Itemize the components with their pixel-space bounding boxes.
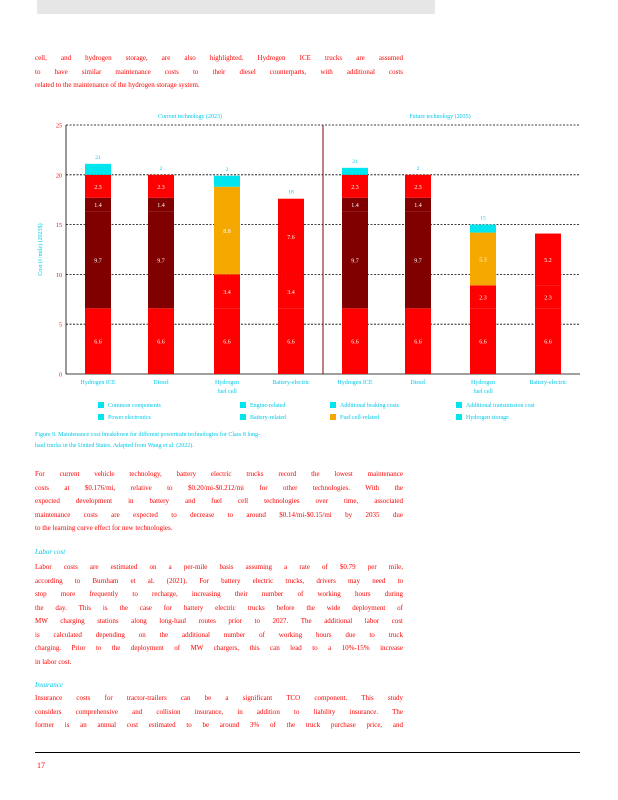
bar-value-label: 2.3 (479, 295, 487, 302)
text-line: costs at $0.176/mi, relative to $0.20/mi-$0.212/mi for other technologies. With the (35, 483, 403, 492)
bar-value-label: 5.3 (479, 257, 487, 264)
caption-line: Figure 9. Maintenance cost breakdown for different powertrain technologies for Class 8 long- (35, 432, 260, 438)
bar-value-label: 6.6 (223, 339, 231, 346)
bar-value-label: 8.8 (223, 229, 231, 236)
y-tick-label: 5 (59, 322, 62, 329)
bar-segment (85, 164, 111, 175)
x-category-label: fuel cell (217, 389, 237, 395)
legend-label: Hydrogen storage (466, 415, 509, 421)
text-line: cell, and hydrogen storage, are also highlighted. Hydrogen ICE trucks are assumed (35, 54, 403, 62)
paragraph-labor-cost (35, 561, 403, 669)
legend-swatch (456, 402, 462, 408)
text-line: expected development in battery and fuel cell technologies over time, associated (35, 497, 403, 505)
legend-swatch (330, 402, 336, 408)
text-line: For current vehicle technology, battery electric trucks record the lowest maintenance (35, 470, 403, 478)
legend-label: Engine-related (250, 403, 286, 409)
x-category-label: Battery-electric (529, 380, 567, 386)
bar-value-label: 6.6 (287, 339, 295, 346)
text-line: former is an annual cost estimated to be around 3% of the truck purchase price, and (35, 721, 403, 729)
bar-value-label: 6.6 (479, 339, 487, 346)
legend-label: Fuel cell-related (340, 415, 380, 421)
bar-total-label: 21 (352, 158, 358, 165)
bar-segment (470, 225, 496, 233)
x-category-label: fuel cell (473, 389, 493, 395)
paragraph-maintenance-summary (35, 468, 403, 536)
panel-title: Current technology (2023) (158, 114, 222, 120)
legend-swatch (98, 402, 104, 408)
legend-label: Battery-related (250, 415, 286, 421)
text-line: to the learning curve effect for new technologies. (35, 524, 173, 532)
legend-swatch (240, 402, 246, 408)
bar-value-label: 9.7 (351, 258, 359, 265)
legend-label: Additional transmission cost (466, 403, 535, 409)
bar-value-label: 6.6 (157, 339, 165, 346)
bar-value-label: 2.3 (157, 184, 165, 191)
bar-total-label: 2 (159, 165, 163, 172)
legend-swatch (98, 414, 104, 420)
bar-value-label: 1.4 (414, 203, 422, 210)
x-category-label: Hydrogen ICE (80, 380, 116, 386)
text-line: related to the maintenance of the hydrogen storage system. (35, 81, 200, 89)
legend-swatch (456, 414, 462, 420)
text-line: to have similar maintenance costs to their diesel counterparts, with additional costs (35, 67, 403, 76)
text-line: in labor cost. (35, 657, 72, 666)
bar-value-label: 6.6 (414, 339, 422, 346)
maintenance-cost-chart (0, 105, 618, 425)
bar-value-label: 3.4 (223, 289, 231, 296)
legend-label: Power electronics (108, 415, 151, 421)
bar-value-label: 9.7 (157, 258, 165, 265)
text-line: according to Burnham et al. (2021). For battery electric trucks, drivers may need to (35, 576, 403, 585)
bar-total-label: 2 (225, 166, 229, 173)
heading-insurance: Insurance (35, 681, 63, 689)
bar-value-label: 2.3 (94, 184, 102, 191)
x-category-label: Battery-electric (272, 380, 310, 386)
y-tick-label: 10 (56, 272, 62, 279)
text-line: is calculated depending on the additional number of working hours due to truck (35, 630, 403, 639)
bar-value-label: 6.6 (544, 339, 552, 346)
text-line: MW charging stations along long-haul routes prior to 2027. The additional labor cost (35, 617, 403, 625)
legend-swatch (330, 414, 336, 420)
legend-label: Additional braking costs (340, 403, 399, 409)
heading-labor-cost: Labor cost (35, 548, 66, 556)
bar-total-label: 2 (416, 165, 420, 172)
bar-value-label: 5.2 (544, 257, 552, 264)
bar-total-label: 15 (480, 215, 486, 222)
bar-value-label: 6.6 (351, 339, 359, 346)
bar-value-label: 6.6 (94, 339, 102, 346)
text-line: Labor costs are estimated on a per-mile basis assuming a rate of $0.79 per mile, (35, 563, 403, 571)
text-line: considers comprehensive and collision insurance, in addition to liability insurance. The (35, 707, 403, 716)
x-category-label: Hydrogen (471, 380, 495, 386)
header-bar (37, 0, 435, 14)
y-tick-label: 0 (59, 372, 62, 379)
caption-line: haul trucks in the United States. Adapted from Wang et al. (2022). (35, 443, 194, 449)
page-number: 17 (37, 761, 45, 770)
y-tick-label: 25 (56, 123, 62, 130)
figure-caption (35, 430, 405, 452)
text-line: maintenance costs are expected to decrease to around $0.14/mi-$0.15/mi by 2035 due (35, 510, 403, 519)
bar-value-label: 2.3 (414, 184, 422, 191)
paragraph-insurance (35, 692, 403, 733)
text-line: stop more frequently to recharge, increasing their number of working hours during (35, 590, 403, 598)
y-tick-label: 20 (56, 173, 62, 180)
bar-value-label: 7.6 (287, 235, 295, 242)
panel-title: Future technology (2035) (409, 114, 471, 120)
bar-value-label: 9.7 (414, 258, 422, 265)
bar-value-label: 2.3 (351, 184, 359, 191)
bar-segment (342, 168, 368, 175)
bar-total-label: 18 (288, 189, 294, 196)
x-category-label: Hydrogen (215, 380, 239, 386)
x-category-label: Diesel (410, 380, 426, 386)
x-category-label: Diesel (153, 380, 169, 386)
bar-value-label: 9.7 (94, 258, 102, 265)
bar-total-label: 21 (95, 154, 101, 161)
bar-value-label: 3.4 (287, 289, 295, 296)
footer-divider (35, 752, 580, 753)
legend-swatch (240, 414, 246, 420)
text-line: Insurance costs for tractor-trailers can be a significant TCO component. This study (35, 694, 403, 702)
legend-label: Common components (108, 403, 161, 409)
bar-value-label: 1.4 (351, 203, 359, 210)
x-category-label: Hydrogen ICE (337, 380, 373, 386)
bar-segment (214, 176, 240, 187)
y-axis-label: Cost (¢/mile) (2023$) (38, 223, 44, 276)
text-line: charging. Prior to the deployment of MW chargers, this can lead to a 10%-15% increase (35, 644, 403, 652)
intro-paragraph (35, 52, 403, 93)
bar-value-label: 1.4 (94, 203, 102, 210)
bar-value-label: 2.3 (544, 295, 552, 302)
y-tick-label: 15 (56, 223, 62, 230)
bar-value-label: 1.4 (157, 203, 165, 210)
text-line: the day. This is the case for battery electric trucks before the wide deployment of (35, 603, 403, 612)
